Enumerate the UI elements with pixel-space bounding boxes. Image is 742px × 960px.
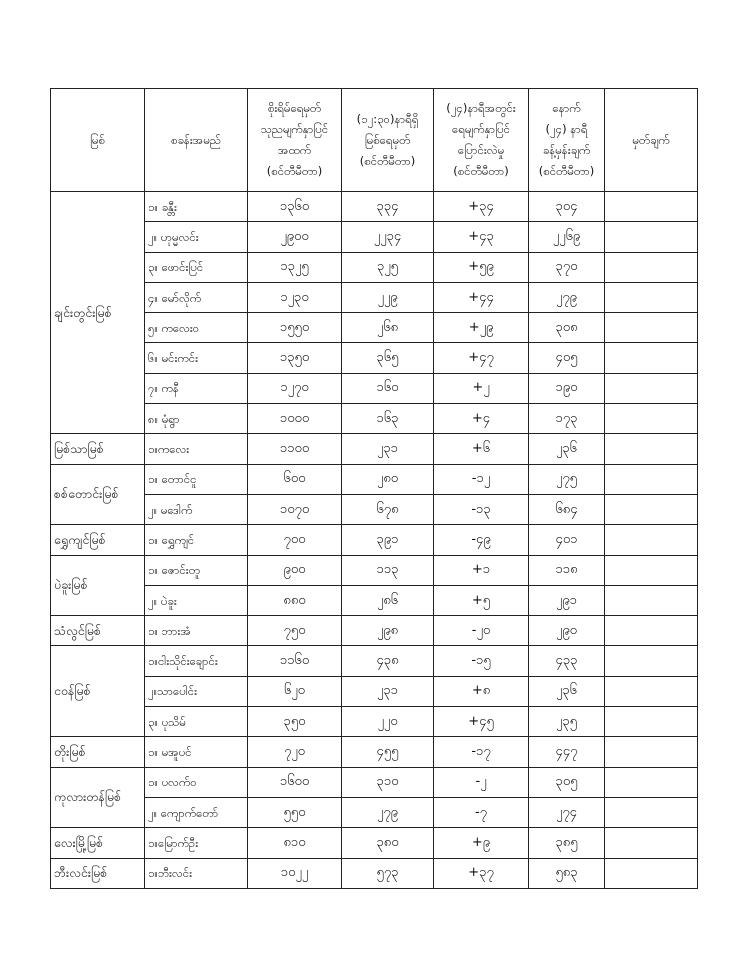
change-cell: +၄၇ <box>434 343 529 373</box>
change-cell: +၉ <box>434 828 529 858</box>
river-name-cell: ရွှေကျင်မြစ် <box>51 525 145 555</box>
station-cell: ၁။ ဇောင်းတူ <box>145 555 248 585</box>
header-current-level: (၁၂:၃၀)နာရီရှိ မြစ်ရေမှတ် (စင်တီမီတာ) <box>342 89 434 192</box>
danger-level-cell: ၈၈၀ <box>248 585 342 615</box>
header-row <box>51 89 698 192</box>
danger-level-cell: ၆၂၀ <box>248 676 342 706</box>
table-row <box>51 282 698 312</box>
change-cell: +၃၇ <box>434 858 529 888</box>
forecast-cell: ၁၉၀ <box>529 373 605 403</box>
change-cell: -၄၉ <box>434 525 529 555</box>
current-level-cell: ၂၆၈ <box>342 313 434 343</box>
current-level-cell: ၁၁၃ <box>342 555 434 585</box>
remark-cell <box>605 282 698 312</box>
forecast-cell: ၄၄၇ <box>529 737 605 767</box>
danger-level-cell: ၆၀၀ <box>248 464 342 494</box>
forecast-cell: ၃၈၅ <box>529 828 605 858</box>
forecast-cell: ၄၀၁ <box>529 525 605 555</box>
table-row <box>51 646 698 676</box>
forecast-cell: ၂၉၁ <box>529 585 605 615</box>
table-row <box>51 797 698 827</box>
remark-cell <box>605 737 698 767</box>
header-24h-change: (၂၄)နာရီအတွင်း ရေမျက်နှာပြင် ပြောင်းလဲမှု (စင်တီမီတာ) <box>434 89 529 192</box>
remark-cell <box>605 252 698 282</box>
table-row <box>51 737 698 767</box>
forecast-cell: ၃၀၄ <box>529 192 605 222</box>
station-cell: ၈။ မုံရွာ <box>145 404 248 434</box>
table-row <box>51 222 698 252</box>
remark-cell <box>605 222 698 252</box>
remark-cell <box>605 828 698 858</box>
station-cell: ၁။ဘီးလင်း <box>145 858 248 888</box>
table-row <box>51 192 698 222</box>
table-row <box>51 494 698 524</box>
table-row <box>51 404 698 434</box>
current-level-cell: ၂၈၆ <box>342 585 434 615</box>
station-cell: ၁။ ပလက်ဝ <box>145 767 248 797</box>
danger-level-cell: ၇၀၀ <box>248 525 342 555</box>
danger-level-cell: ၃၅၀ <box>248 707 342 737</box>
current-level-cell: ၂၃၁ <box>342 434 434 464</box>
station-cell: ၁။ မအူပင် <box>145 737 248 767</box>
remark-cell <box>605 434 698 464</box>
current-level-cell: ၃၈၀ <box>342 828 434 858</box>
forecast-cell: ၄၃၃ <box>529 646 605 676</box>
river-level-table-sheet <box>50 88 698 889</box>
change-cell: -၁၃ <box>434 494 529 524</box>
forecast-cell: ၂၉၀ <box>529 616 605 646</box>
change-cell: +၂၉ <box>434 313 529 343</box>
table-row <box>51 252 698 282</box>
station-cell: ၃။ ဖောင်းပြင် <box>145 252 248 282</box>
station-cell: ၂။ မဒေါက် <box>145 494 248 524</box>
danger-level-cell: ၉၀၀ <box>248 555 342 585</box>
river-name-cell: လေးမြို့မြစ် <box>51 828 145 858</box>
table-row <box>51 464 698 494</box>
change-cell: -၂ <box>434 767 529 797</box>
remark-cell <box>605 404 698 434</box>
remark-cell <box>605 192 698 222</box>
current-level-cell: ၃၆၅ <box>342 343 434 373</box>
danger-level-cell: ၁၁၀၀ <box>248 434 342 464</box>
danger-level-cell: ၈၁၀ <box>248 828 342 858</box>
danger-level-cell: ၂၉၀၀ <box>248 222 342 252</box>
remark-cell <box>605 555 698 585</box>
current-level-cell: ၃၃၄ <box>342 192 434 222</box>
danger-level-cell: ၁၀၂၂ <box>248 858 342 888</box>
table-row <box>51 555 698 585</box>
forecast-cell: ၃၀၈ <box>529 313 605 343</box>
station-cell: ၄။ မော်လိုက် <box>145 282 248 312</box>
remark-cell <box>605 797 698 827</box>
change-cell: +၄၄ <box>434 282 529 312</box>
remark-cell <box>605 676 698 706</box>
station-cell: ၁။ငါးသိုင်းချောင်း <box>145 646 248 676</box>
change-cell: +၈ <box>434 676 529 706</box>
danger-level-cell: ၇၂၀ <box>248 737 342 767</box>
forecast-cell: ၃၀၅ <box>529 767 605 797</box>
river-level-table <box>50 88 698 889</box>
danger-level-cell: ၅၅၀ <box>248 797 342 827</box>
station-cell: ၁။ကလေး <box>145 434 248 464</box>
change-cell: +၅၉ <box>434 252 529 282</box>
remark-cell <box>605 525 698 555</box>
forecast-cell: ၂၂၆၉ <box>529 222 605 252</box>
table-row <box>51 373 698 403</box>
change-cell: -၁၅ <box>434 646 529 676</box>
current-level-cell: ၂၂၀ <box>342 707 434 737</box>
station-cell: ၂။ ပဲခူး <box>145 585 248 615</box>
current-level-cell: ၂၂၉ <box>342 282 434 312</box>
station-cell: ၆။ မင်းကင်း <box>145 343 248 373</box>
remark-cell <box>605 585 698 615</box>
table-row <box>51 707 698 737</box>
danger-level-cell: ၁၆၀၀ <box>248 767 342 797</box>
forecast-cell: ၁၇၃ <box>529 404 605 434</box>
river-name-cell: သံလွင်မြစ် <box>51 616 145 646</box>
danger-level-cell: ၁၂၇၀ <box>248 373 342 403</box>
remark-cell <box>605 767 698 797</box>
station-cell: ၃။ ပုသိမ် <box>145 707 248 737</box>
current-level-cell: ၃၂၅ <box>342 252 434 282</box>
forecast-cell: ၃၇၀ <box>529 252 605 282</box>
change-cell: +၂ <box>434 373 529 403</box>
station-cell: ၂။ ဟုမ္မလင်း <box>145 222 248 252</box>
station-cell: ၇။ ကနီ <box>145 373 248 403</box>
current-level-cell: ၅၇၃ <box>342 858 434 888</box>
current-level-cell: ၄၅၅ <box>342 737 434 767</box>
station-cell: ၂။သာပေါင်း <box>145 676 248 706</box>
forecast-cell: ၂၇၅ <box>529 464 605 494</box>
danger-level-cell: ၁၀၀၀ <box>248 404 342 434</box>
danger-level-cell: ၁၃၆၀ <box>248 192 342 222</box>
current-level-cell: ၂၃၁ <box>342 676 434 706</box>
remark-cell <box>605 313 698 343</box>
station-cell: ၁။ တောင်ငူ <box>145 464 248 494</box>
forecast-cell: ၂၇၉ <box>529 282 605 312</box>
danger-level-cell: ၇၅၀ <box>248 616 342 646</box>
remark-cell <box>605 494 698 524</box>
danger-level-cell: ၁၂၃၀ <box>248 282 342 312</box>
river-name-cell: စစ်တောင်းမြစ် <box>51 464 145 525</box>
change-cell: -၂၀ <box>434 616 529 646</box>
station-cell: ၂။ ကျောက်တော် <box>145 797 248 827</box>
remark-cell <box>605 616 698 646</box>
river-name-cell: ငဝန်မြစ် <box>51 646 145 737</box>
header-station: စခန်းအမည် <box>145 89 248 192</box>
header-river: မြစ် <box>51 89 145 192</box>
danger-level-cell: ၁၀၇၀ <box>248 494 342 524</box>
forecast-cell: ၂၃၅ <box>529 707 605 737</box>
remark-cell <box>605 858 698 888</box>
current-level-cell: ၂၂၃၄ <box>342 222 434 252</box>
current-level-cell: ၆၇၈ <box>342 494 434 524</box>
table-row <box>51 585 698 615</box>
river-name-cell: ချင်းတွင်းမြစ် <box>51 192 145 434</box>
table-row <box>51 525 698 555</box>
change-cell: +၃၄ <box>434 192 529 222</box>
danger-level-cell: ၁၃၂၅ <box>248 252 342 282</box>
station-cell: ၁။ ရွှေကျင် <box>145 525 248 555</box>
table-row <box>51 434 698 464</box>
change-cell: -၁၇ <box>434 737 529 767</box>
remark-cell <box>605 343 698 373</box>
table-row <box>51 616 698 646</box>
change-cell: +၁ <box>434 555 529 585</box>
danger-level-cell: ၁၃၅၀ <box>248 343 342 373</box>
forecast-cell: ၂၇၄ <box>529 797 605 827</box>
river-name-cell: ပဲခူးမြစ် <box>51 555 145 616</box>
table-row <box>51 343 698 373</box>
river-name-cell: မြစ်သာမြစ် <box>51 434 145 464</box>
forecast-cell: ၂၃၆ <box>529 434 605 464</box>
danger-level-cell: ၁၁၆၀ <box>248 646 342 676</box>
remark-cell <box>605 646 698 676</box>
change-cell: +၆ <box>434 434 529 464</box>
forecast-cell: ၆၈၄ <box>529 494 605 524</box>
table-row <box>51 313 698 343</box>
current-level-cell: ၃၉၁ <box>342 525 434 555</box>
table-row <box>51 858 698 888</box>
station-cell: ၁။ ခန္တီး <box>145 192 248 222</box>
river-name-cell: တိုးမြစ် <box>51 737 145 767</box>
remark-cell <box>605 707 698 737</box>
river-name-cell: ဘီးလင်းမြစ် <box>51 858 145 888</box>
station-cell: ၁။ ဘားအံ <box>145 616 248 646</box>
station-cell: ၅။ ကလေးဝ <box>145 313 248 343</box>
river-name-cell: ကုလားတန်မြစ် <box>51 767 145 828</box>
remark-cell <box>605 464 698 494</box>
table-row <box>51 676 698 706</box>
table-body <box>51 192 698 889</box>
change-cell: +၄၅ <box>434 707 529 737</box>
current-level-cell: ၂၇၉ <box>342 797 434 827</box>
current-level-cell: ၃၁၀ <box>342 767 434 797</box>
current-level-cell: ၂၈၀ <box>342 464 434 494</box>
table-row <box>51 828 698 858</box>
forecast-cell: ၁၁၈ <box>529 555 605 585</box>
header-remarks: မှတ်ချက် <box>605 89 698 192</box>
header-danger-level: စိုးရိမ်ရေမှတ် သုညမျက်နှာပြင် အထက် (စင်တီမီတာ) <box>248 89 342 192</box>
change-cell: +၄၃ <box>434 222 529 252</box>
remark-cell <box>605 373 698 403</box>
header-24h-forecast: နောက် (၂၄) နာရီ ခန့်မှန်းချက် (စင်တီမီတာ) <box>529 89 605 192</box>
forecast-cell: ၂၃၆ <box>529 676 605 706</box>
change-cell: -၁၂ <box>434 464 529 494</box>
forecast-cell: ၅၈၃ <box>529 858 605 888</box>
change-cell: -၇ <box>434 797 529 827</box>
change-cell: +၅ <box>434 585 529 615</box>
forecast-cell: ၄၀၅ <box>529 343 605 373</box>
station-cell: ၁။မြောက်ဦး <box>145 828 248 858</box>
table-row <box>51 767 698 797</box>
current-level-cell: ၂၉၈ <box>342 616 434 646</box>
change-cell: +၄ <box>434 404 529 434</box>
current-level-cell: ၁၆၃ <box>342 404 434 434</box>
current-level-cell: ၁၆၀ <box>342 373 434 403</box>
danger-level-cell: ၁၅၅၀ <box>248 313 342 343</box>
current-level-cell: ၄၃၈ <box>342 646 434 676</box>
